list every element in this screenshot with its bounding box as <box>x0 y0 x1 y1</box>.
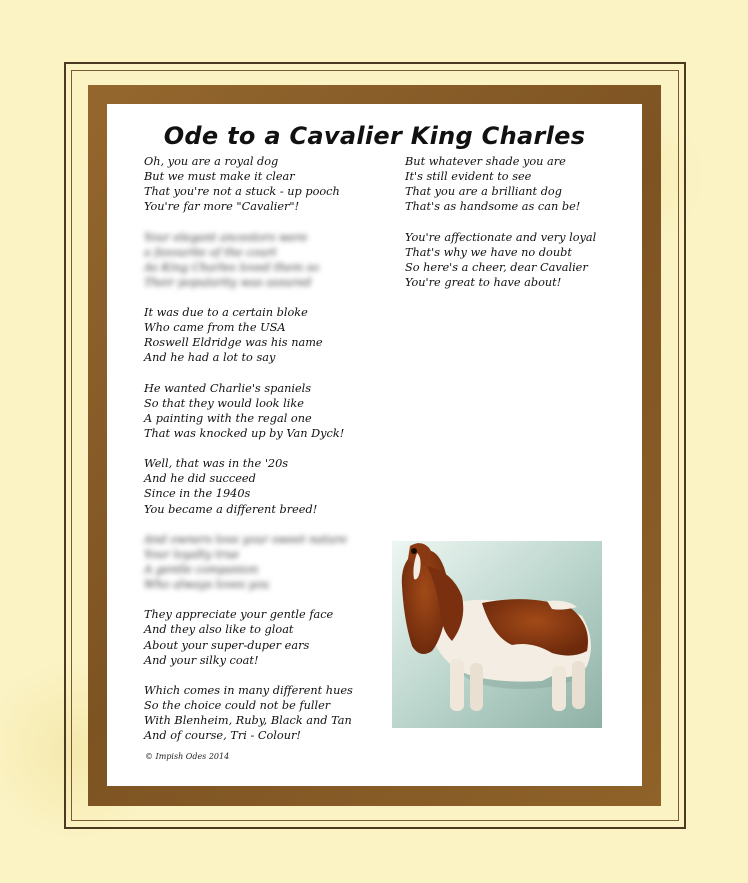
poem-title: Ode to a Cavalier King Charles <box>163 122 586 150</box>
poem-right-column <box>405 154 625 305</box>
poem-stanza <box>144 154 364 214</box>
poem-line: Who came from the USA <box>144 321 286 335</box>
poem-line: Their popularity was assured <box>144 275 312 289</box>
poem-line: And he had a lot to say <box>144 351 276 365</box>
poem-stanza <box>144 230 364 290</box>
poem-line: Well, that was in the '20s <box>144 457 289 471</box>
poem-stanza <box>405 230 625 290</box>
poem-line: It was due to a certain bloke <box>144 306 308 320</box>
poem-line: That's why we have no doubt <box>405 245 572 259</box>
poem-line: So here's a cheer, dear Cavalier <box>405 260 588 274</box>
poem-paper <box>107 104 642 786</box>
poem-line: a favourite of the court <box>144 245 277 259</box>
poem-stanza <box>405 154 625 214</box>
cavalier-dog-image <box>392 541 602 728</box>
poem-line: And owners love your sweet nature <box>144 532 347 546</box>
poem-line: It's still evident to see <box>405 170 532 184</box>
poem-line: Your loyalty true <box>144 547 240 561</box>
poem-stanza <box>144 305 364 365</box>
poem-line: And he did succeed <box>144 472 256 486</box>
poem-line: You're affectionate and very loyal <box>405 230 597 244</box>
poem-line: You're great to have about! <box>405 275 562 289</box>
poem-left-column <box>144 154 364 759</box>
poem-line: And they also like to gloat <box>144 623 294 637</box>
poem-line: A painting with the regal one <box>144 411 312 425</box>
poem-line: You became a different breed! <box>144 502 318 516</box>
poem-stanza <box>144 532 364 592</box>
poem-line: Which comes in many different hues <box>144 683 353 697</box>
poem-stanza <box>144 456 364 516</box>
poem-line: With Blenheim, Ruby, Black and Tan <box>144 714 352 728</box>
poem-line: They appreciate your gentle face <box>144 608 334 622</box>
poem-line: You're far more "Cavalier"! <box>144 200 300 214</box>
poem-line: As King Charles loved them so <box>144 260 320 274</box>
poem-line: So the choice could not be fuller <box>144 699 331 713</box>
poem-line: He wanted Charlie's spaniels <box>144 381 312 395</box>
poem-line: About your super-duper ears <box>144 638 310 652</box>
poem-line: That was knocked up by Van Dyck! <box>144 426 345 440</box>
copyright-notice: © Impish Odes 2014 <box>145 752 230 761</box>
poem-line: Since in the 1940s <box>144 487 251 501</box>
poem-line: That you are a brilliant dog <box>405 185 562 199</box>
poem-line: Your elegant ancestors were <box>144 230 308 244</box>
poem-stanza <box>144 381 364 441</box>
poem-line: And your silky coat! <box>144 653 259 667</box>
poem-line: That's as handsome as can be! <box>405 200 581 214</box>
poem-line: So that they would look like <box>144 396 304 410</box>
dog-photo <box>392 541 602 728</box>
poem-line: Who always loves you <box>144 578 270 592</box>
poem-line: Roswell Eldridge was his name <box>144 336 323 350</box>
poem-stanza <box>144 683 364 743</box>
poem-line: But we must make it clear <box>144 170 295 184</box>
poem-stanza <box>144 607 364 667</box>
poem-line: A gentle companion <box>144 563 259 576</box>
poem-line: And of course, Tri - Colour! <box>144 729 301 743</box>
poem-line: But whatever shade you are <box>405 155 566 168</box>
poem-line: That you're not a stuck - up pooch <box>144 185 340 199</box>
poem-line: Oh, you are a royal dog <box>144 155 279 168</box>
